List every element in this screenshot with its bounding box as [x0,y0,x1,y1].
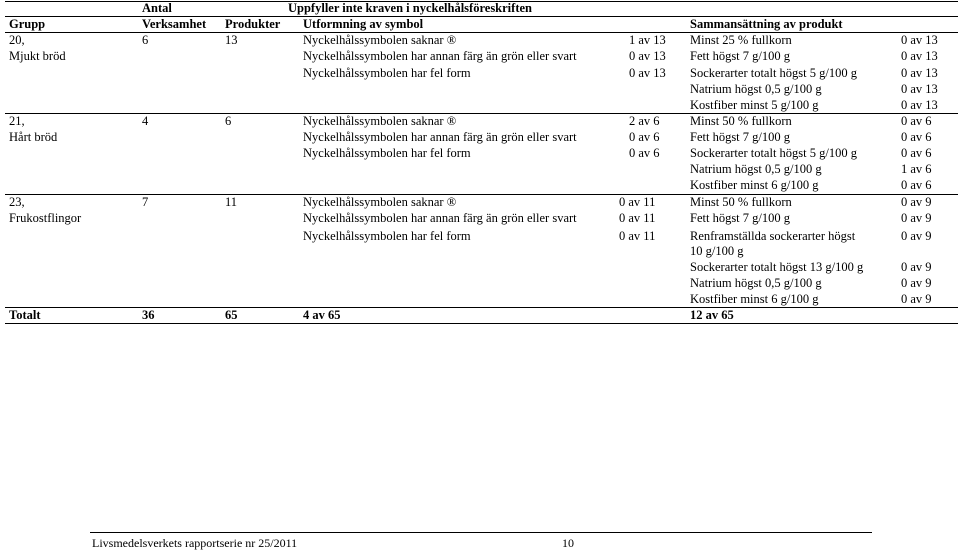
symbol-label: Nyckelhålssymbolen har fel form [303,146,471,160]
group-produkter: 11 [225,195,238,209]
totals-symbol: 4 av 65 [303,308,341,322]
symbol-value: 0 av 6 [629,146,660,160]
comp-value: 0 av 6 [901,146,932,160]
comp-value: 0 av 13 [901,66,938,80]
comp-value: 0 av 9 [901,229,932,243]
comp-value: 0 av 13 [901,49,938,63]
footer-page-number: 10 [562,536,574,550]
comp-label: Sockerarter totalt högst 13 g/100 g [690,260,864,274]
header-antal: Antal [142,1,172,15]
group-verksamhet: 4 [142,114,149,128]
comp-value: 0 av 13 [901,98,938,112]
totals-verksamhet: 36 [142,308,155,322]
symbol-value: 0 av 13 [629,66,666,80]
symbol-label: Nyckelhålssymbolen har fel form [303,66,471,80]
comp-label: Natrium högst 0,5 g/100 g [690,82,822,96]
totals-produkter: 65 [225,308,238,322]
comp-label: Kostfiber minst 6 g/100 g [690,178,819,192]
group-code: 20, [9,33,25,47]
comp-value: 0 av 6 [901,114,932,128]
comp-value: 0 av 9 [901,276,932,290]
group-name: Mjukt bröd [9,49,66,63]
group-verksamhet: 6 [142,33,149,47]
group-produkter: 13 [225,33,238,47]
footer-series: Livsmedelsverkets rapportserie nr 25/2011 [92,536,298,550]
comp-value: 0 av 9 [901,260,932,274]
totals-label: Totalt [9,308,41,322]
comp-label: Renframställda sockerarter högst [690,229,856,243]
symbol-label: Nyckelhålssymbolen har annan färg än grön eller svart [303,130,577,144]
symbol-value: 0 av 6 [629,130,660,144]
comp-label: Minst 25 % fullkorn [690,33,792,47]
comp-label: Kostfiber minst 6 g/100 g [690,292,819,306]
symbol-value: 0 av 13 [629,49,666,63]
header-uppfyller: Uppfyller inte kraven i nyckelhålsföreskriften [288,1,532,15]
comp-label: Sockerarter totalt högst 5 g/100 g [690,66,857,80]
header-sammansattning: Sammansättning av produkt [690,17,843,31]
symbol-label: Nyckelhålssymbolen saknar ® [303,114,457,128]
group-verksamhet: 7 [142,195,149,209]
group-code: 21, [9,114,25,128]
comp-label: Fett högst 7 g/100 g [690,211,791,225]
comp-label: Kostfiber minst 5 g/100 g [690,98,819,112]
comp-value: 1 av 6 [901,162,932,176]
header-utformning: Utformning av symbol [303,17,424,31]
symbol-label: Nyckelhålssymbolen har annan färg än grön eller svart [303,49,577,63]
header-grupp: Grupp [9,17,46,31]
symbol-label: Nyckelhålssymbolen har fel form [303,229,471,243]
comp-value: 0 av 6 [901,178,932,192]
symbol-value: 0 av 11 [619,211,656,225]
comp-value: 0 av 6 [901,130,932,144]
symbol-value: 0 av 11 [619,195,656,209]
group-name: Frukostflingor [9,211,82,225]
group-code: 23, [9,195,25,209]
group-produkter: 6 [225,114,232,128]
comp-label: Natrium högst 0,5 g/100 g [690,162,822,176]
comp-label: Minst 50 % fullkorn [690,195,792,209]
comp-value: 0 av 9 [901,195,932,209]
footer-rule [90,532,872,533]
symbol-value: 0 av 11 [619,229,656,243]
symbol-label: Nyckelhålssymbolen saknar ® [303,195,457,209]
header-produkter: Produkter [225,17,281,31]
symbol-value: 1 av 13 [629,33,666,47]
comp-value: 0 av 9 [901,211,932,225]
totals-comp: 12 av 65 [690,308,734,322]
comp-label: Fett högst 7 g/100 g [690,49,791,63]
header-verksamhet: Verksamhet [142,17,207,31]
comp-value: 0 av 9 [901,292,932,306]
comp-value: 0 av 13 [901,33,938,47]
comp-label: Natrium högst 0,5 g/100 g [690,276,822,290]
totals-rule [5,323,958,324]
symbol-label: Nyckelhålssymbolen har annan färg än grön eller svart [303,211,577,225]
comp-label: Fett högst 7 g/100 g [690,130,791,144]
group-name: Hårt bröd [9,130,58,144]
comp-label: Sockerarter totalt högst 5 g/100 g [690,146,857,160]
comp-label: Minst 50 % fullkorn [690,114,792,128]
symbol-label: Nyckelhålssymbolen saknar ® [303,33,457,47]
symbol-value: 2 av 6 [629,114,660,128]
comp-label-cont: 10 g/100 g [690,244,744,258]
comp-value: 0 av 13 [901,82,938,96]
